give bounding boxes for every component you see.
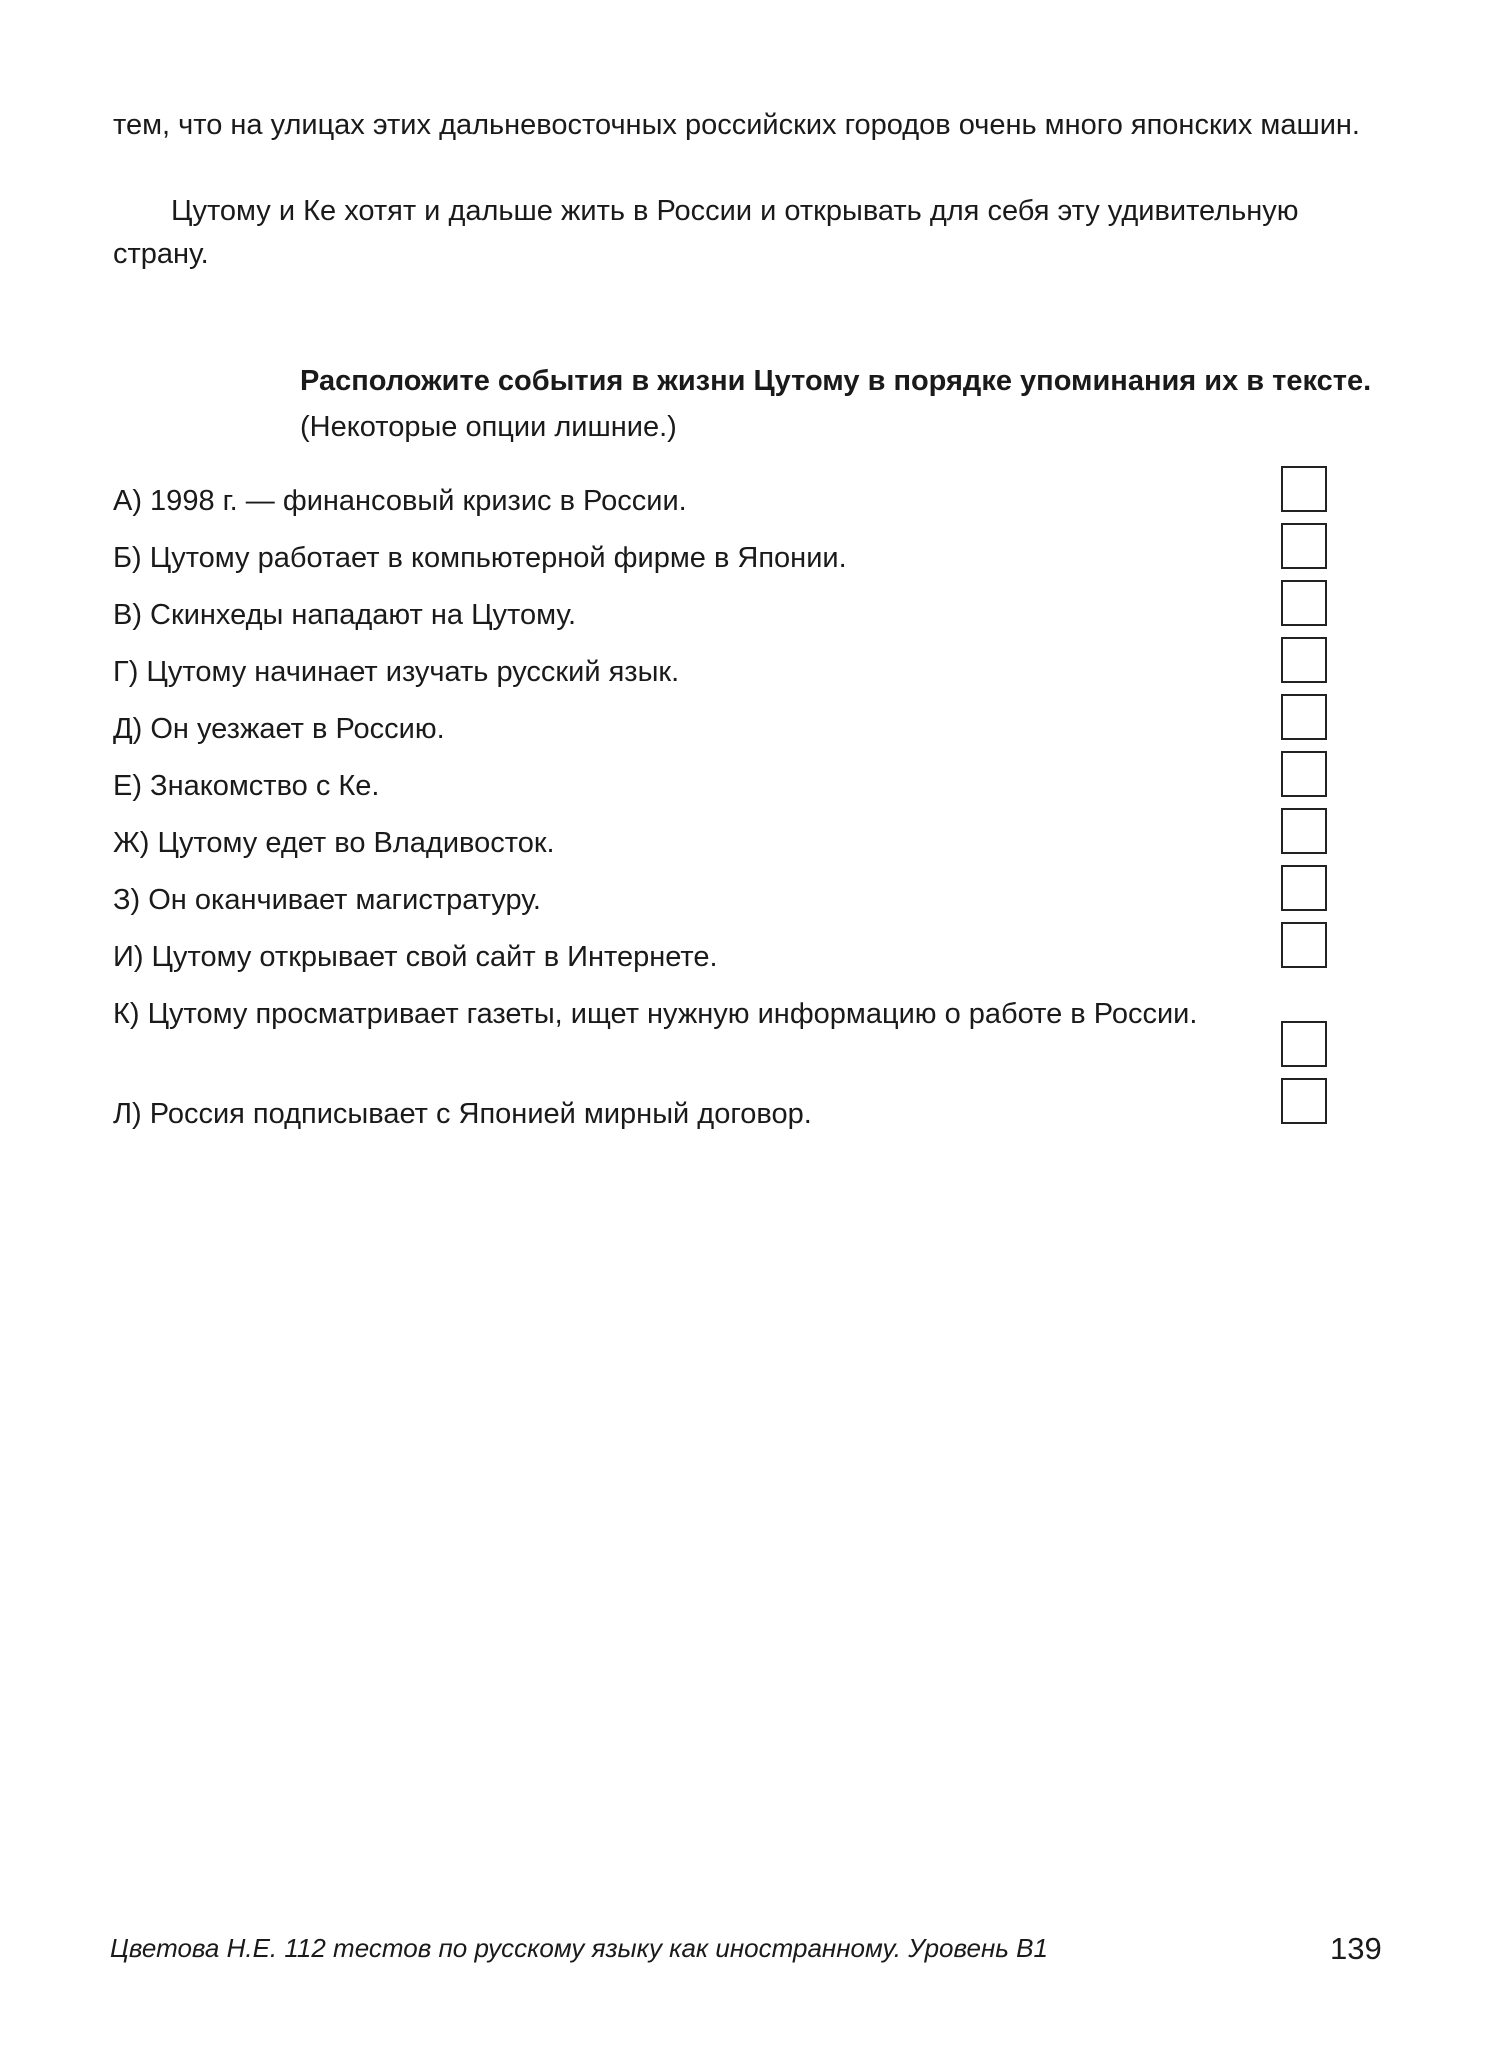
option-zh: Ж) Цутому едет во Владивосток. (113, 827, 555, 859)
text-paragraph-2: Цутому и Ке хотят и дальше жить в России и открывать для себя эту удивительную страну. (113, 195, 1299, 270)
option-a: А) 1998 г. — финансовый кризис в России. (113, 485, 687, 517)
answer-box-5[interactable] (1281, 694, 1327, 740)
answer-box-1[interactable] (1281, 466, 1327, 512)
option-b: Б) Цутому работает в компьютерной фирме в Японии. (113, 542, 847, 574)
option-z: З) Он оканчивает магистратуру. (113, 884, 541, 916)
answer-boxes (1281, 0, 1331, 1200)
option-g: Г) Цутому начинает изучать русский язык. (113, 656, 680, 688)
option-k: К) Цутому просматривает газеты, ищет нужную информацию о работе в России. (113, 998, 1198, 1030)
task-instruction (300, 358, 1390, 450)
answer-box-2[interactable] (1281, 523, 1327, 569)
answer-box-6[interactable] (1281, 751, 1327, 797)
answer-box-11[interactable] (1281, 1078, 1327, 1124)
answer-box-10[interactable] (1281, 1021, 1327, 1067)
answer-box-8[interactable] (1281, 865, 1327, 911)
task-instruction-note: (Некоторые опции лишние.) (300, 411, 677, 443)
answer-box-7[interactable] (1281, 808, 1327, 854)
answer-box-3[interactable] (1281, 580, 1327, 626)
answer-box-9[interactable] (1281, 922, 1327, 968)
footer-citation: Цветова Н.Е. 112 тестов по русскому языку как иностранному. Уровень В1 (110, 1933, 1048, 1963)
option-d: Д) Он уезжает в Россию. (113, 713, 445, 745)
option-l: Л) Россия подписывает с Японией мирный договор. (113, 1098, 812, 1130)
options-list (113, 480, 1213, 1150)
task-instruction-bold: Расположите события в жизни Цутому в порядке упоминания их в тексте. (300, 365, 1372, 397)
option-v: В) Скинхеды нападают на Цутому. (113, 599, 577, 631)
option-i: И) Цутому открывает свой сайт в Интернете. (113, 941, 718, 973)
text-paragraph-1: тем, что на улицах этих дальневосточных российских городов очень много японских машин. (113, 109, 1360, 141)
page-number: 139 (1330, 1931, 1382, 1966)
answer-box-4[interactable] (1281, 637, 1327, 683)
option-e: Е) Знакомство с Ке. (113, 770, 380, 802)
